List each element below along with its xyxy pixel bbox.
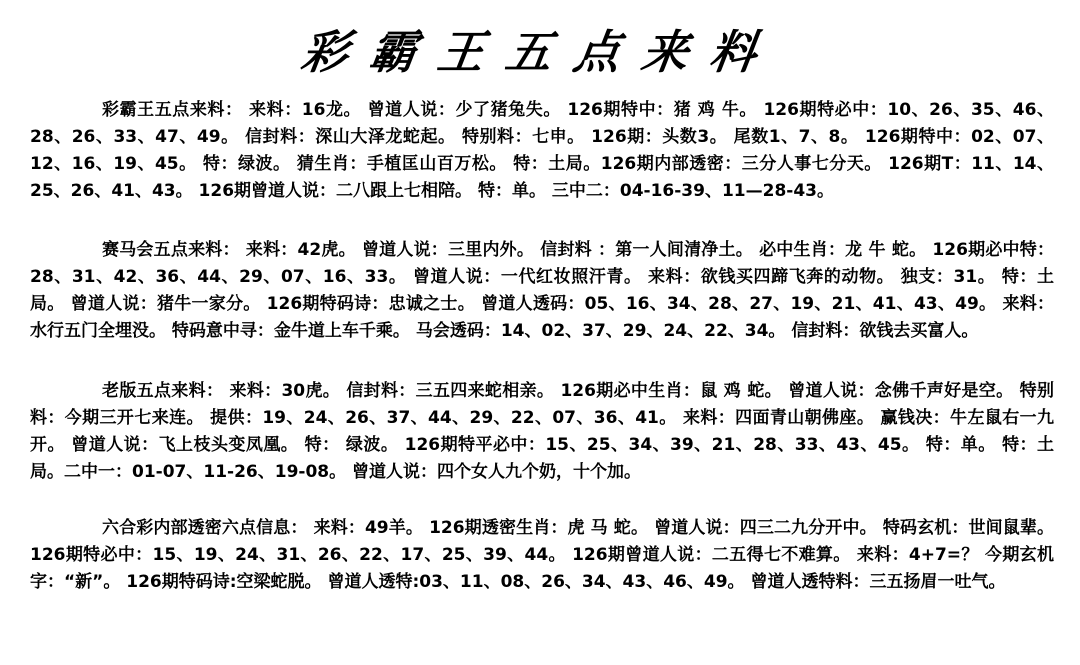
page-title: 彩霸王五点来料	[298, 25, 782, 79]
section-laoban: 老版五点来料： 来料：30虎。 信封料：三五四来蛇相亲。 126期必中生肖：鼠 鸡 蛇。 曾道人说：念佛千声好是空。 特别料：今期三开七来连。 提供：19、24、26、37、44、29、22、07、36、41。 来料：四面青山朝佛座。 赢钱决：牛左鼠右一九开。 曾道人说：飞上枝头变凤凰。 特： 绿波。 126期特平必中：15、25、34、39、21、28、33、43、45。 特：单。 特：土局。二中一：01-07、11-26、19-08。 曾道人说：四个女人九个奶，十个加。	[30, 381, 1054, 482]
section-caibawang: 彩霸王五点来料： 来料：16龙。 曾道人说：少了猪兔失。 126期特中：猪 鸡 牛。 126期特必中：10、26、35、46、28、26、33、47、49。 信封料：深山大泽龙蛇起。 特别料：七申。 126期：头数3。 尾数1、7、8。 126期特中：02、07、12、16、19、45。 特：绿波。 猜生肖：手植匡山百万松。 特：土局。126期内部透密：三分人事七分天。 126期T：11、14、25、26、41、43。 126期曾道人说：二八跟上七相陪。 特：单。 三中二：04-16-39、11—28-43。	[30, 100, 1054, 201]
section-saimahui: 赛马会五点来料： 来料：42虎。 曾道人说：三里内外。 信封料 ：第一人间清净土。 必中生肖：龙 牛 蛇。 126期必中特：28、31、42、36、44、29、07、16、33。 曾道人说：一代红妆照汗青。 来料：欲钱买四蹄飞奔的动物。 独支：31。 特：土局。 曾道人说：猪牛一家分。 126期特码诗：忠诚之士。 曾道人透码：05、16、34、28、27、19、21、41、43、49。 来料：水行五门全埋没。 特码意中寻：金牛道上车千乘。 马会透码：14、02、37、29、24、22、34。 信封料：欲钱去买富人。	[30, 240, 1054, 341]
section-liuhecai: 六合彩内部透密六点信息： 来料：49羊。 126期透密生肖：虎 马 蛇。 曾道人说：四三二九分开中。 特码玄机：世间鼠辈。 126期特必中：15、19、24、31、26、22、17、25、39、44。 126期曾道人说：二五得七不难算。 来料：4+7=？ 今期玄机字：“新”。 126期特码诗:空梁蛇脱。 曾道人透特:03、11、08、26、34、43、46、49。 曾道人透特料：三五扬眉一吐气。	[30, 518, 1054, 592]
